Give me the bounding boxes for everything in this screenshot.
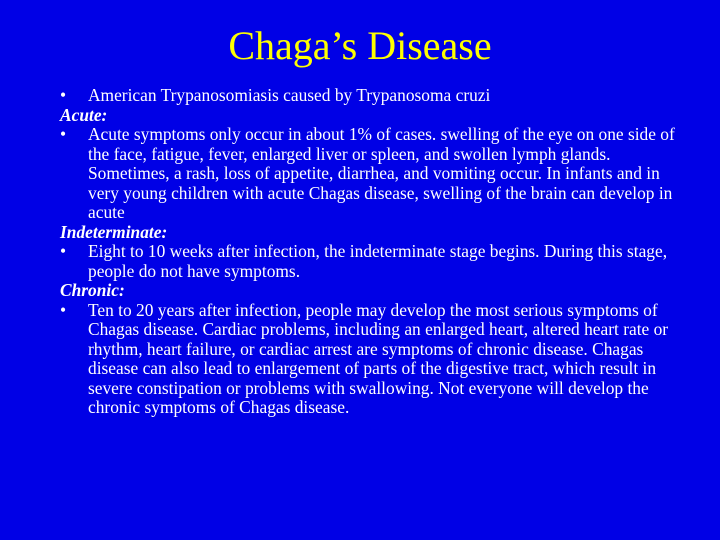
bullet-text: Ten to 20 years after infection, people may develop the most serious symptoms of Chagas disease. Cardiac problems, including an enlarged heart, altered heart rate or rhythm, heart failure, or cardiac arrest are symptoms of chronic disease. Chagas disease can also lead to enlargement of parts of the digestive tract, which result in severe constipation or problems with swallowing. Not everyone will develop the chronic symptoms of Chagas disease.	[88, 299, 669, 417]
section-heading-indeterminate: Indeterminate:	[60, 221, 168, 242]
section-heading-acute: Acute:	[60, 104, 108, 125]
bullet-text: Acute symptoms only occur in about 1% of cases. swelling of the eye on one side of the face, fatigue, fever, enlarged liver or spleen, and swollen lymph glands. Sometimes, a rash, loss of appetite, diarrhea, and vomiting occur. In infants and in very young children with acute Chagas disease, swelling of the brain can develop in acute	[88, 124, 675, 222]
bullet-acute	[60, 125, 680, 223]
bullet-chronic	[60, 301, 680, 418]
bullet-marker: •	[60, 299, 67, 320]
slide-title: Chaga’s Disease	[228, 23, 492, 68]
bullet-marker: •	[60, 85, 67, 105]
bullet-cause	[60, 86, 680, 106]
bullet-text: Eight to 10 weeks after infection, the indeterminate stage begins. During this stage, people do not have symptoms.	[88, 241, 668, 281]
section-heading-chronic: Chronic:	[60, 280, 125, 300]
bullet-marker: •	[60, 241, 67, 261]
bullet-text: American Trypanosomiasis caused by Trypanosoma cruzi	[88, 85, 491, 105]
bullet-indeterminate	[60, 242, 680, 281]
slide-body	[60, 86, 680, 418]
bullet-marker: •	[60, 124, 67, 144]
